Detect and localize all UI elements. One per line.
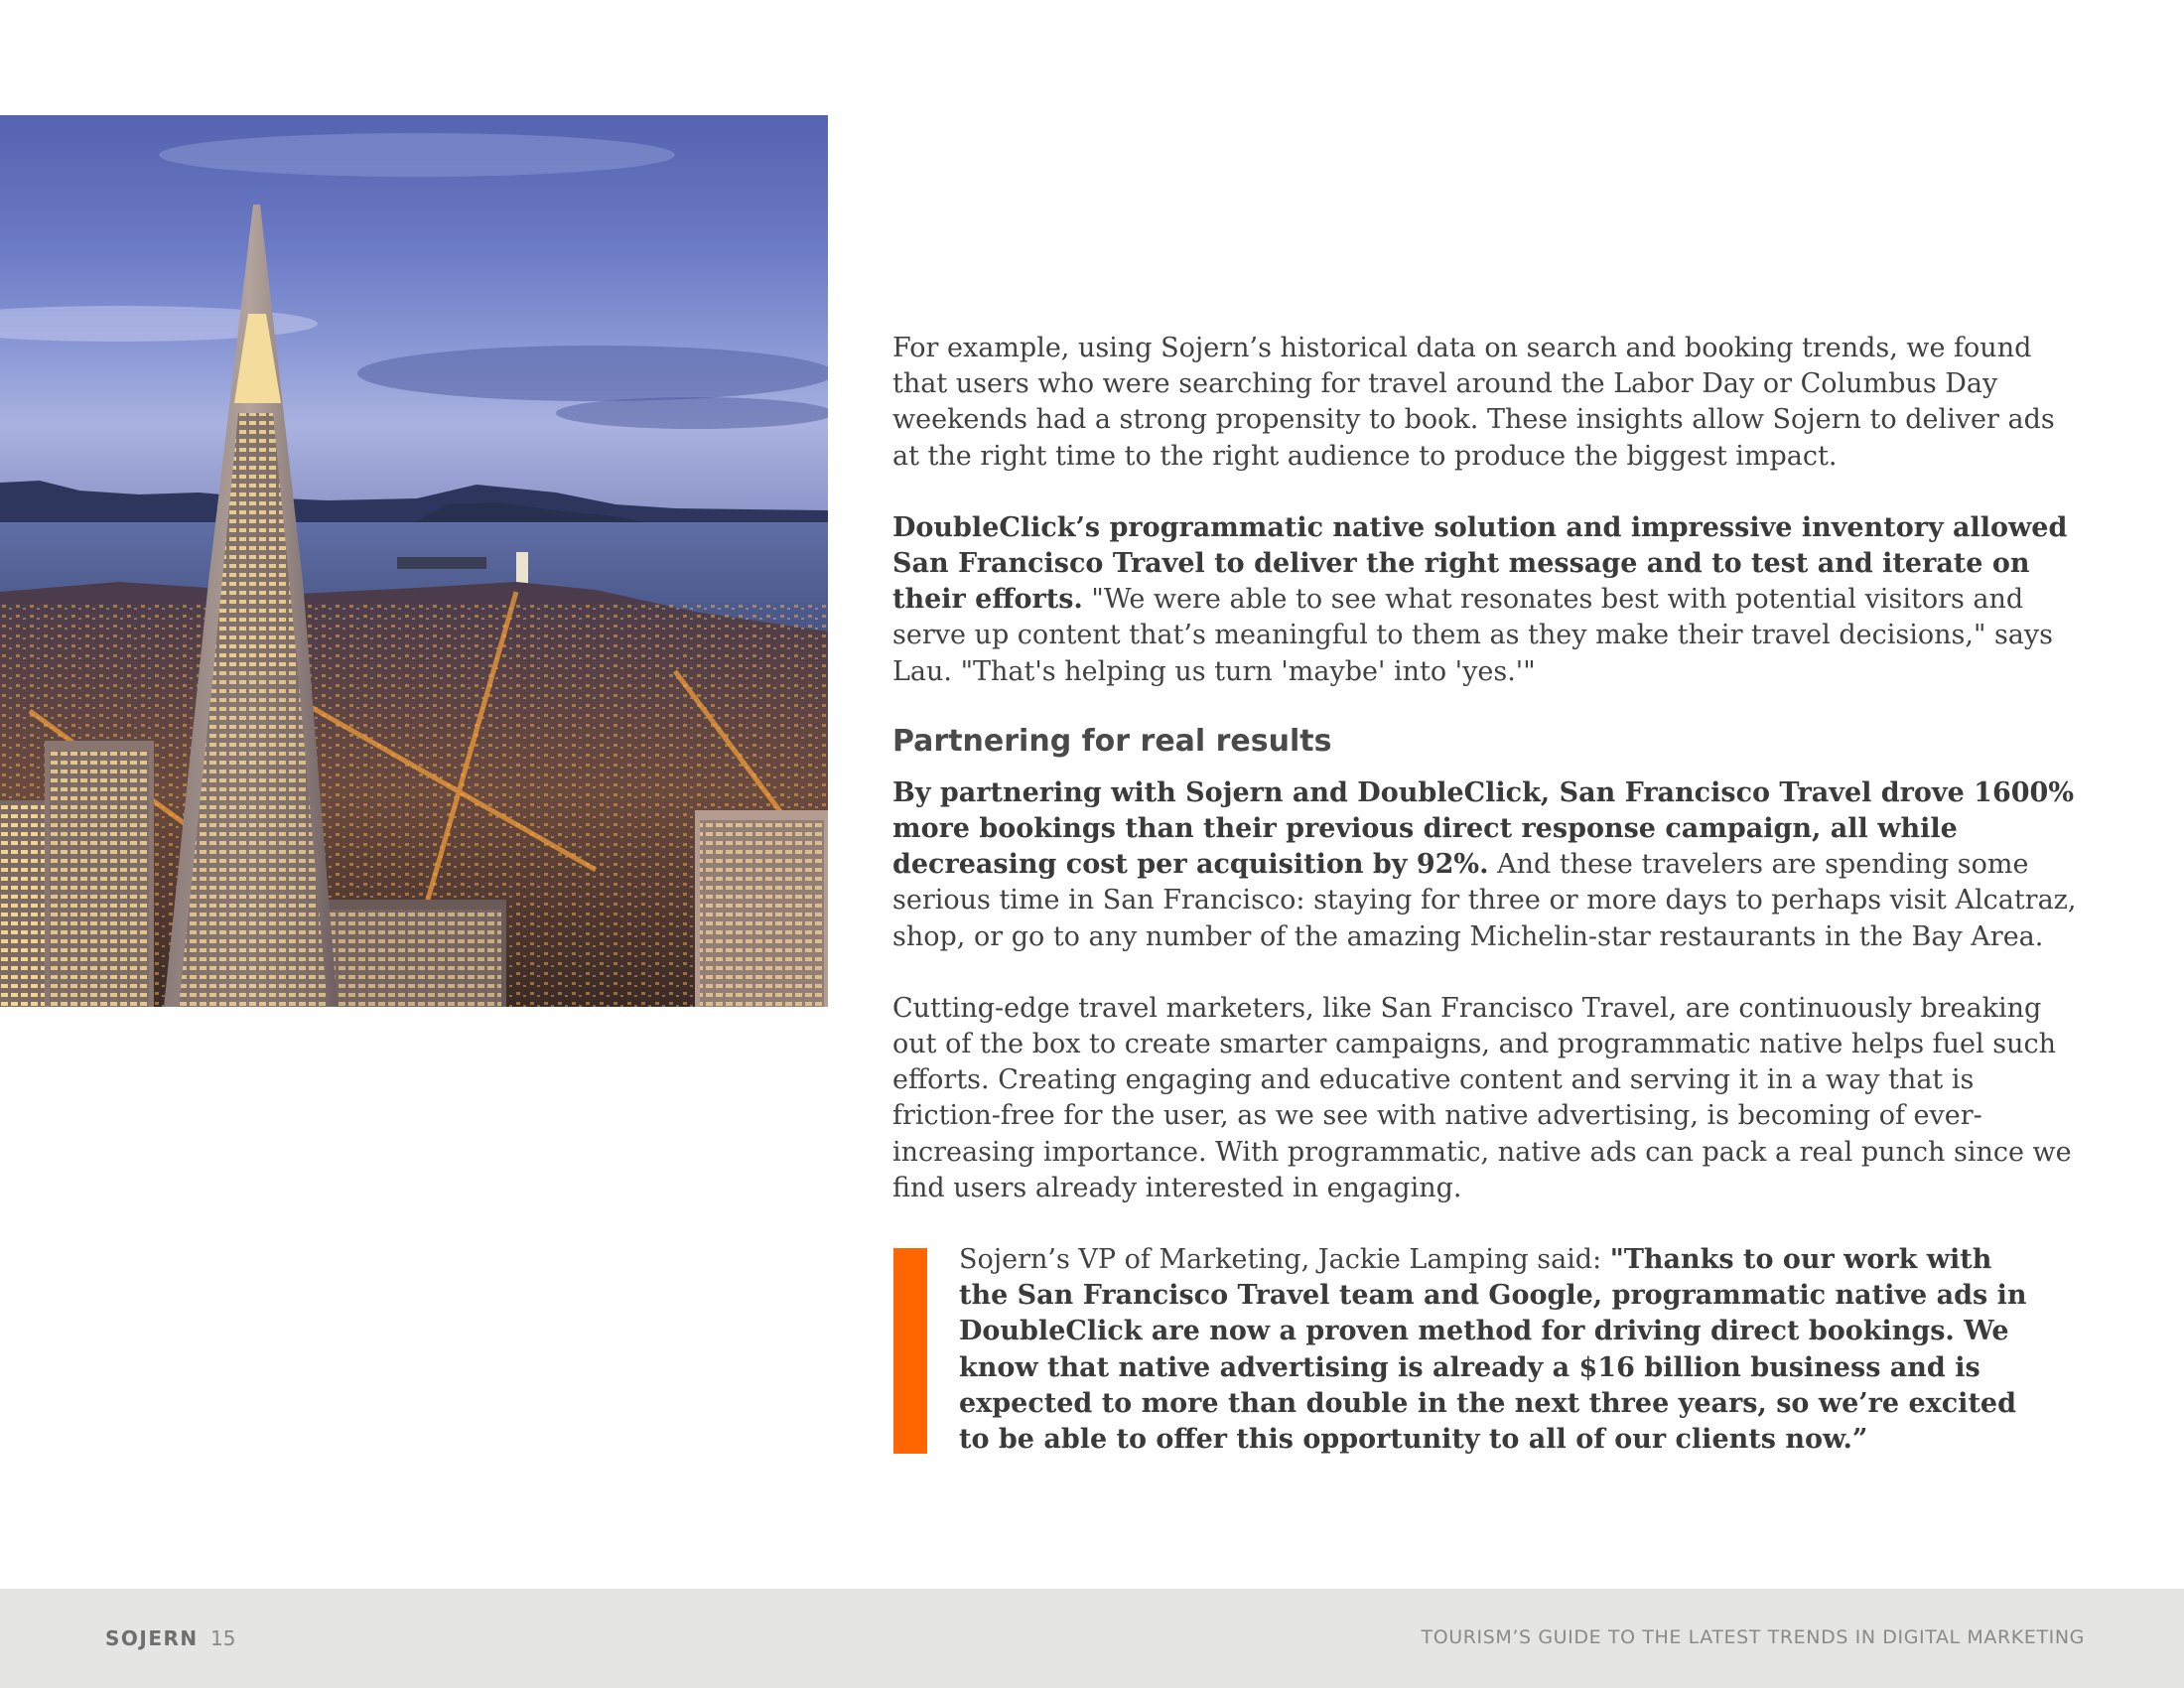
results-text: And these travelers are spending some serious time in San Francisco: staying for three or more days to perhaps visit Alcatraz, shop, or go to any number of the amazing Michelin-star restaurants in the Bay Area.	[892, 849, 2077, 952]
pull-quote	[892, 1242, 2046, 1458]
page-footer	[0, 1589, 2184, 1688]
paragraph-results	[892, 775, 2089, 955]
quote-attribution: Sojern’s VP of Marketing, Jackie Lamping said:	[959, 1244, 1610, 1276]
paragraph-marketers: Cutting-edge travel marketers, like San Francisco Travel, are continuously breaking out of the box to create smarter campaigns, and programmatic native helps fuel such efforts. Creating engaging and educative content and serving it in a way that is friction-free for the user, as we see with native advertising, is becoming of ever-increasing importance. With programmatic, native ads can pack a real punch since we find users already interested in engaging.	[892, 992, 2072, 1203]
quote-text: "Thanks to our work with the San Francisco Travel team and Google, programmatic native ads in DoubleClick are now a proven method for driving direct bookings. We know that native advertising is already a $16 billion business and is expected to more than double in the next three years, so we’re excited to be able to offer this opportunity to all of our clients now.”	[959, 1244, 2027, 1456]
paragraph-example: For example, using Sojern’s historical data on search and booking trends, we found that users who were searching for travel around the Labor Day or Columbus Day weekends had a strong propensity to book. These insights allow Sojern to deliver ads at the right time to the right audience to produce the biggest impact.	[892, 333, 2055, 472]
page-number: 15	[210, 1626, 236, 1650]
lau-quote-text: "We were able to see what resonates best with potential visitors and serve up content that’s meaningful to them as they make their travel decisions," says Lau. "That's helping us turn 'maybe' into 'yes.'"	[892, 584, 2054, 687]
doubleclick-highlight: DoubleClick’s programmatic native solution and impressive inventory allowed San Francisco Travel to deliver the right message and to test and iterate on their efforts.	[892, 511, 2068, 616]
article-body	[892, 331, 2089, 1458]
section-heading: Partnering for real results	[892, 723, 1332, 759]
quote-accent-bar	[893, 1248, 927, 1454]
san-francisco-skyline-photo	[0, 115, 828, 1007]
brand-name: SOJERN	[105, 1626, 199, 1650]
results-highlight: By partnering with Sojern and DoubleClick, San Francisco Travel drove 1600% more bookings than their previous direct response campaign, all while decreasing cost per acquisition by 92%.	[892, 776, 2074, 881]
paragraph-doubleclick	[892, 510, 2089, 690]
guide-title: TOURISM’S GUIDE TO THE LATEST TRENDS IN DIGITAL MARKETING	[1421, 1626, 2085, 1648]
